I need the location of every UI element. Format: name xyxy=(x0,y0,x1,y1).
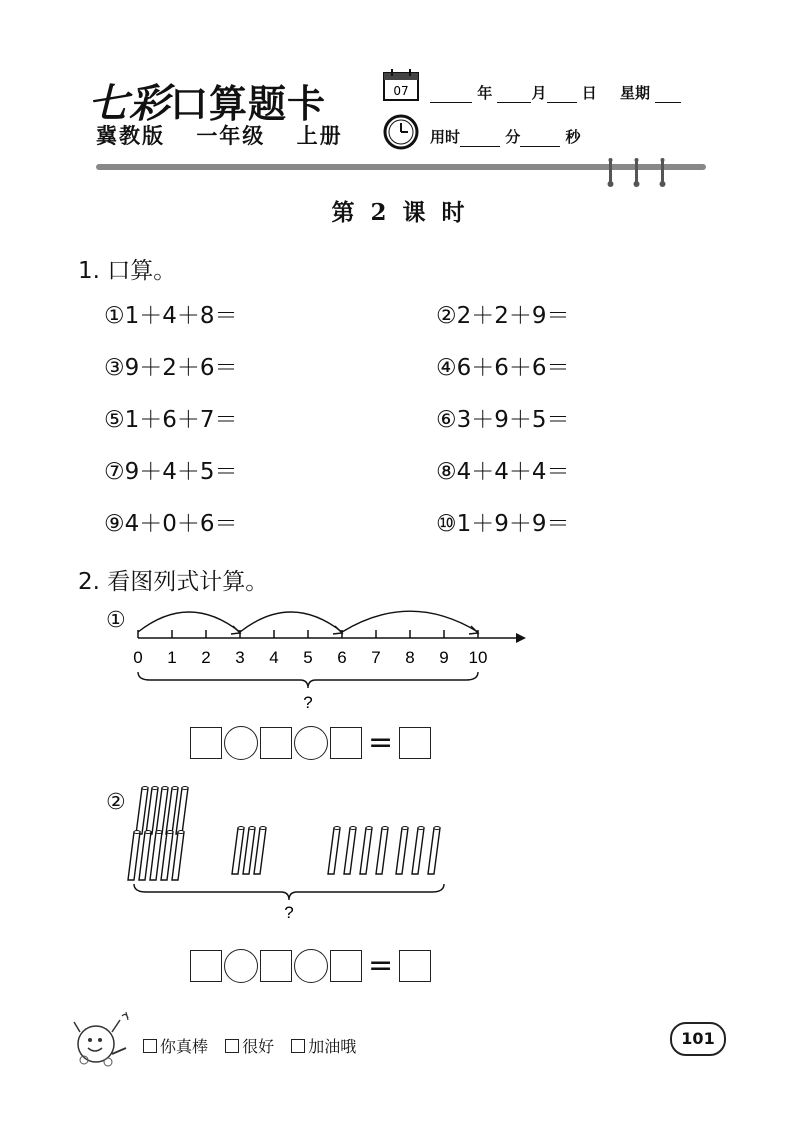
edition-volume: 上册 xyxy=(296,124,343,148)
problem-1: ①1＋4＋8＝ xyxy=(104,303,238,329)
stick-end xyxy=(152,787,158,790)
number-line-label: 6 xyxy=(337,648,347,667)
p1-label: ① xyxy=(106,608,126,633)
number-line-label: 4 xyxy=(269,648,279,667)
number-line-label: 3 xyxy=(235,648,245,667)
problem-7: ⑦9＋4＋5＝ xyxy=(104,459,238,485)
number-line-label: 8 xyxy=(405,648,415,667)
counting-stick xyxy=(412,828,424,874)
p2-label: ② xyxy=(106,790,126,815)
number-line-label: 7 xyxy=(371,648,381,667)
date-line xyxy=(430,82,681,103)
operator-circle[interactable] xyxy=(294,949,328,983)
problem-5: ⑤1＋6＋7＝ xyxy=(104,407,238,433)
stick-end xyxy=(134,831,140,834)
rating-label: 很好 xyxy=(242,1037,275,1056)
counting-stick xyxy=(344,828,356,874)
number-line-label: 10 xyxy=(468,648,488,667)
problem-10: ⑩1＋9＋9＝ xyxy=(436,511,570,537)
stick-end xyxy=(167,831,173,834)
edition-line xyxy=(96,120,365,150)
jump-arc xyxy=(342,611,478,632)
counting-stick xyxy=(254,828,266,874)
counting-stick xyxy=(360,828,372,874)
operator-circle[interactable] xyxy=(294,726,328,760)
week-label: 星期 xyxy=(619,84,650,102)
counting-stick xyxy=(428,828,440,874)
problem-3: ③9＋2＋6＝ xyxy=(104,355,238,381)
answer-box[interactable] xyxy=(330,950,362,982)
question-mark: ? xyxy=(303,693,313,710)
stick-end xyxy=(142,787,148,790)
rating-option-keep-going[interactable] xyxy=(291,1037,356,1056)
checkbox[interactable] xyxy=(143,1039,157,1053)
counting-stick xyxy=(376,828,388,874)
self-rating xyxy=(143,1034,368,1057)
answer-box[interactable] xyxy=(260,727,292,759)
rating-option-good[interactable] xyxy=(225,1037,274,1056)
month-blank[interactable] xyxy=(497,88,531,103)
stick-end xyxy=(434,827,440,830)
counting-stick xyxy=(328,828,340,874)
problem-9: ⑨4＋0＋6＝ xyxy=(104,511,238,537)
stick-end xyxy=(172,787,178,790)
number-line-arrow xyxy=(516,633,526,643)
stick-end xyxy=(249,827,255,830)
stick-end xyxy=(156,831,162,834)
week-blank[interactable] xyxy=(655,88,681,103)
edition-grade: 一年级 xyxy=(196,124,266,148)
number-line-label: 9 xyxy=(439,648,449,667)
problem-4: ④6＋6＋6＝ xyxy=(436,355,570,381)
stick-end xyxy=(178,831,184,834)
month-label: 月 xyxy=(531,84,547,102)
equation-row-1 xyxy=(190,724,431,762)
counting-stick xyxy=(243,828,255,874)
header-rule xyxy=(96,158,708,188)
stick-end xyxy=(182,787,188,790)
lesson-title: 第 2 课 时 xyxy=(331,199,469,226)
year-blank[interactable] xyxy=(430,88,472,103)
time-line xyxy=(430,126,581,147)
operator-circle[interactable] xyxy=(224,726,258,760)
stick-end xyxy=(382,827,388,830)
stick-end xyxy=(350,827,356,830)
problem-6: ⑥3＋9＋5＝ xyxy=(436,407,570,433)
section2-title: 2. 看图列式计算。 xyxy=(78,569,269,595)
year-label: 年 xyxy=(477,84,493,102)
brand-rest: 口算题卡 xyxy=(170,82,327,126)
number-line xyxy=(120,600,540,710)
counting-stick xyxy=(172,832,184,880)
calendar-icon xyxy=(382,68,420,102)
number-line-label: 5 xyxy=(303,648,313,667)
jump-arc xyxy=(240,612,342,632)
stick-end xyxy=(418,827,424,830)
checkbox[interactable] xyxy=(225,1039,239,1053)
edition-publisher: 冀教版 xyxy=(96,124,165,148)
counting-stick xyxy=(139,832,151,880)
operator-circle[interactable] xyxy=(224,949,258,983)
checkbox[interactable] xyxy=(291,1039,305,1053)
total-brace xyxy=(138,672,478,688)
rating-option-great[interactable] xyxy=(143,1037,208,1056)
day-label: 日 xyxy=(581,84,597,102)
number-line-label: 2 xyxy=(201,648,211,667)
day-blank[interactable] xyxy=(547,88,577,103)
question-mark: ? xyxy=(284,903,294,922)
answer-box[interactable] xyxy=(190,950,222,982)
counting-stick xyxy=(161,832,173,880)
answer-box[interactable] xyxy=(260,950,292,982)
clock-icon xyxy=(382,112,420,150)
minutes-label: 分 xyxy=(505,128,521,146)
equation-row-2 xyxy=(190,947,431,985)
counting-stick xyxy=(128,832,140,880)
time-label: 用时 xyxy=(430,128,461,146)
rating-label: 加油哦 xyxy=(308,1037,357,1056)
mascot-illustration xyxy=(66,1008,136,1068)
sticks-figure xyxy=(126,780,466,925)
stick-end xyxy=(145,831,151,834)
stick-end xyxy=(402,827,408,830)
calendar-day: 07 xyxy=(393,84,409,98)
stick-end xyxy=(162,787,168,790)
brand-qi: 七彩 xyxy=(88,80,170,127)
counting-stick xyxy=(150,832,162,880)
page-number: 101 xyxy=(670,1022,726,1056)
seconds-blank[interactable] xyxy=(520,132,560,147)
jump-arc xyxy=(138,612,240,632)
stick-end xyxy=(260,827,266,830)
stick-end xyxy=(238,827,244,830)
equals-sign: = xyxy=(368,948,394,983)
total-brace xyxy=(134,884,444,900)
number-line-label: 0 xyxy=(133,648,143,667)
minutes-blank[interactable] xyxy=(460,132,500,147)
equals-sign: = xyxy=(368,725,394,760)
answer-box[interactable] xyxy=(330,727,362,759)
result-box[interactable] xyxy=(399,950,431,982)
stick-end xyxy=(334,827,340,830)
stick-end xyxy=(366,827,372,830)
result-box[interactable] xyxy=(399,727,431,759)
counting-stick xyxy=(396,828,408,874)
rating-label: 你真棒 xyxy=(160,1037,209,1056)
problem-8: ⑧4＋4＋4＝ xyxy=(436,459,570,485)
problem-2: ②2＋2＋9＝ xyxy=(436,303,570,329)
number-line-label: 1 xyxy=(167,648,177,667)
answer-box[interactable] xyxy=(190,727,222,759)
counting-stick xyxy=(232,828,244,874)
section1-title: 1. 口算。 xyxy=(78,258,177,284)
seconds-label: 秒 xyxy=(565,128,581,146)
